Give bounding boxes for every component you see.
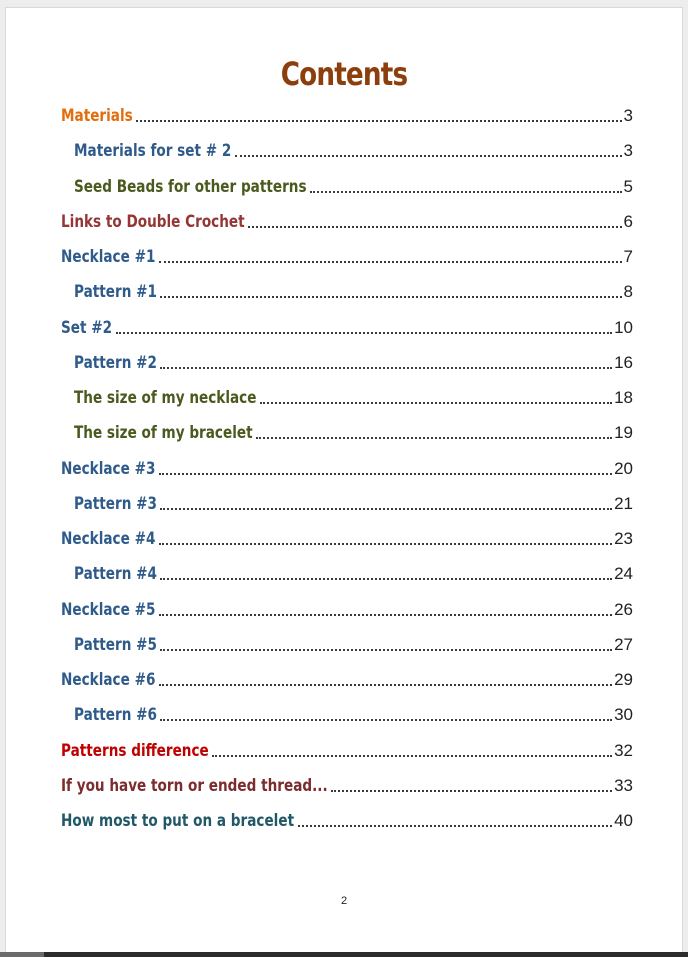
toc-entry-label-wrap [61,740,209,762]
toc-entry[interactable] [74,702,633,726]
toc-entry-label-wrap [61,599,156,621]
toc-dot-leader [298,825,612,827]
toc-page-number: 24 [614,564,633,583]
toc-page-number: 5 [623,177,633,196]
viewer-scrollbar-thumb[interactable] [0,952,44,957]
toc-entry-label: How most to put on a bracelet [61,811,295,831]
toc-entry-label: Necklace #1 [61,247,156,267]
toc-page-number: 20 [614,459,633,478]
toc-entry[interactable] [61,526,633,550]
toc-entry[interactable] [61,808,633,832]
toc-entry-label: Links to Double Crochet [61,212,245,232]
toc-page-number: 21 [614,494,633,513]
toc-entry-label: Materials for set # 2 [74,141,232,161]
toc-entry-label-wrap [61,810,295,832]
toc-entry-label-wrap [74,176,307,198]
toc-page-number: 26 [614,600,633,619]
toc-dot-leader [116,332,612,334]
toc-entry-label-wrap [61,458,156,480]
toc-entry[interactable] [61,773,633,797]
toc-page-number: 23 [614,529,633,548]
toc-entry-label-wrap [61,246,156,268]
toc-entry[interactable] [61,244,633,268]
toc-entry-label: Necklace #5 [61,600,156,620]
toc-entry-label: The size of my bracelet [74,423,253,443]
toc-entry[interactable] [61,597,633,621]
toc-entry[interactable] [74,561,633,585]
toc-entry[interactable] [61,315,633,339]
toc-entry[interactable] [74,350,633,374]
toc-entry-label-wrap [61,669,156,691]
toc-entry-label-wrap [61,317,113,339]
viewer-bottom-bar [0,952,688,957]
toc-entry-label: Materials [61,106,133,126]
toc-entry-label-wrap [74,281,157,303]
toc-entry-label-wrap [61,775,328,797]
toc-dot-leader [212,755,612,757]
toc-page-number: 6 [623,212,633,231]
toc-entry[interactable] [74,632,633,656]
toc-entry-label: Necklace #4 [61,529,156,549]
page-number: 2 [340,895,348,907]
toc-entry-label-wrap [74,634,157,656]
toc-page-number: 30 [614,705,633,724]
toc-entry-label: Pattern #5 [74,635,157,655]
toc-page-number: 18 [614,388,633,407]
toc-entry-label: Pattern #3 [74,494,157,514]
toc-dot-leader [248,226,622,228]
toc-dot-leader [136,120,622,122]
toc-entry-label-wrap [61,211,245,233]
toc-entry[interactable] [61,667,633,691]
toc-title: Contents [280,55,408,93]
toc-entry-label-wrap [74,140,232,162]
toc-entry[interactable] [74,279,633,303]
toc-dot-leader [331,790,612,792]
toc-entry[interactable] [74,138,633,162]
toc-entry-label: Necklace #3 [61,459,156,479]
toc-page-number: 33 [614,776,633,795]
toc-entry-label-wrap [74,563,157,585]
toc-dot-leader [159,261,622,263]
toc-dot-leader [160,649,612,651]
toc-entry-label: The size of my necklace [74,388,257,408]
toc-entry-label: Seed Beads for other patterns [74,177,307,197]
toc-entry-label: If you have torn or ended thread... [61,776,328,796]
toc-entry-label: Pattern #1 [74,282,157,302]
toc-entry-label-wrap [74,352,157,374]
toc-entry-label-wrap [61,528,156,550]
toc-entry[interactable] [61,456,633,480]
viewer-frame-right [683,0,688,957]
toc-page-number: 3 [623,141,633,160]
viewer-frame-top [0,0,688,7]
toc-page-number: 7 [623,247,633,266]
toc-dot-leader [160,296,622,298]
toc-entry[interactable] [74,491,633,515]
toc-entry[interactable] [61,738,633,762]
toc-dot-leader [160,578,612,580]
toc-dot-leader [235,155,622,157]
toc-page-number: 16 [614,353,633,372]
toc-entry[interactable] [74,420,633,444]
toc-page-number: 19 [614,423,633,442]
toc-dot-leader [256,437,612,439]
toc-entry[interactable] [61,103,633,127]
toc-entry-label: Pattern #2 [74,353,157,373]
toc-entry[interactable] [74,385,633,409]
toc-dot-leader [260,402,612,404]
toc-page-number: 32 [614,741,633,760]
toc-entry-label-wrap [61,105,133,127]
toc-entry-label: Necklace #6 [61,670,156,690]
toc-dot-leader [159,473,612,475]
toc-dot-leader [159,684,612,686]
toc-entry-label: Pattern #6 [74,705,157,725]
toc-dot-leader [159,614,612,616]
toc-dot-leader [310,191,622,193]
toc-entry-label: Pattern #4 [74,564,157,584]
toc-page-number: 8 [623,282,633,301]
toc-entry[interactable] [61,209,633,233]
toc-page-number: 10 [614,318,633,337]
toc-dot-leader [160,367,612,369]
toc-page-number: 3 [623,106,633,125]
toc-dot-leader [160,508,612,510]
toc-entry[interactable] [74,174,633,198]
toc-entry-label: Patterns difference [61,741,209,761]
toc-entry-label-wrap [74,387,257,409]
toc-entry-label: Set #2 [61,318,113,338]
toc-dot-leader [159,543,612,545]
toc-page-number: 40 [614,811,633,830]
toc-entry-label-wrap [74,704,157,726]
toc-page-number: 29 [614,670,633,689]
toc-dot-leader [160,719,612,721]
toc-entry-label-wrap [74,422,253,444]
toc-entry-label-wrap [74,493,157,515]
toc-page-number: 27 [614,635,633,654]
